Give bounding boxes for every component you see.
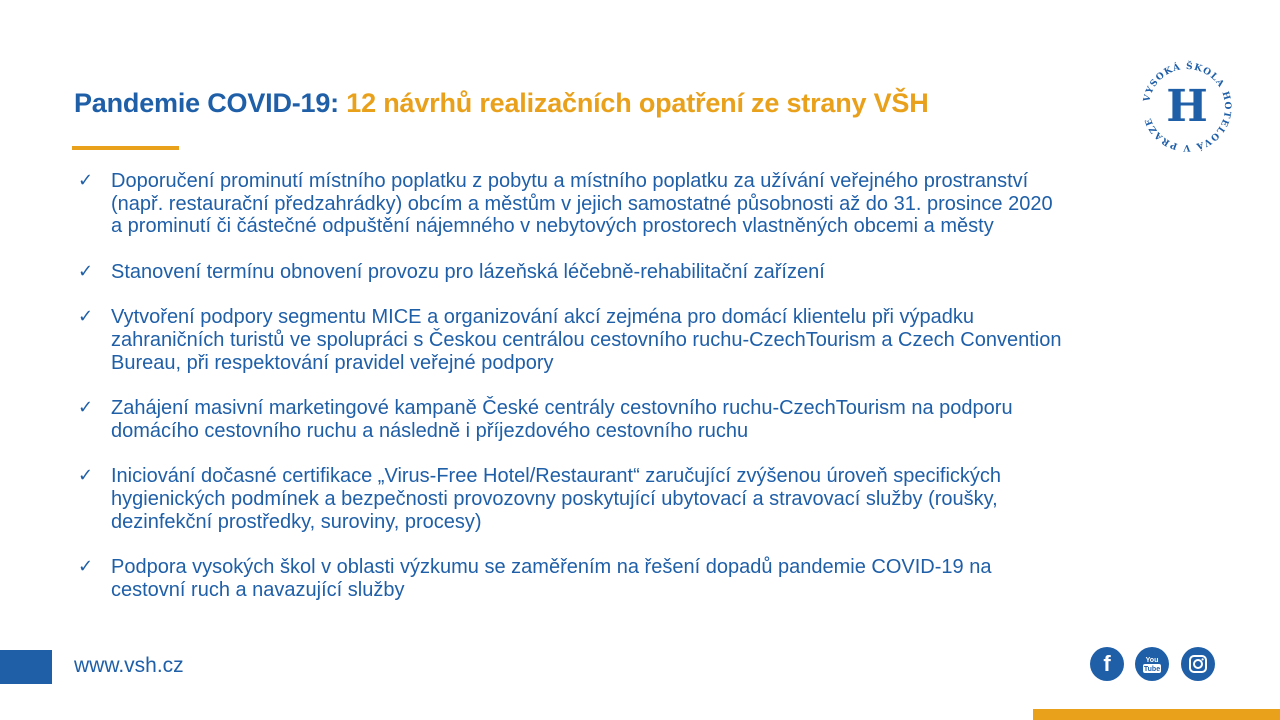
instagram-button[interactable] (1181, 647, 1215, 681)
list-item (78, 306, 1068, 374)
svg-text:Tube: Tube (1143, 666, 1161, 673)
slide-title (74, 88, 929, 119)
facebook-button[interactable] (1090, 647, 1124, 681)
list-item-text: Iniciování dočasné certifikace „Virus-Free Hotel/Restaurant“ zaručující zvýšenou úroveň specifických hygienických podmínek a bezpečnosti provozovny poskytující ubytovací a stravovací služby (roušky, dezinfekční prostředky, suroviny, procesy) (111, 465, 1002, 533)
list-item (78, 261, 1068, 284)
youtube-icon (1141, 653, 1163, 675)
title-main: 12 návrhů realizačních opatření ze strany VŠH (346, 88, 929, 118)
measures-list (78, 170, 1068, 601)
list-item-text: Doporučení prominutí místního poplatku z pobytu a místního poplatku za užívání veřejného prostranství (např. restaurační předzahrádky) obcím a městům v jejich samostatné působnosti až do 31. prosince 2020 a prominutí či částečné odpuštění nájemného v nebytových prostorech vlastněných obcemi a městy (111, 170, 1053, 238)
list-item (78, 397, 1068, 442)
list-item-text: Zahájení masivní marketingové kampaně České centrály cestovního ruchu-CzechTourism na podporu domácího cestovního ruchu a následně i příjezdového cestovního ruchu (111, 397, 1013, 442)
checkmark-icon: ✓ (78, 260, 94, 282)
checkmark-icon: ✓ (78, 170, 94, 191)
footer-accent-bar (0, 650, 52, 684)
instagram-icon (1188, 654, 1208, 674)
list-item (78, 170, 1068, 238)
svg-text:You: You (1145, 657, 1159, 664)
list-item-text: Podpora vysokých škol v oblasti výzkumu se zaměřením na řešení dopadů pandemie COVID-19 na cestovní ruch a navazující služby (111, 556, 992, 601)
title-prefix: Pandemie COVID-19: (74, 88, 339, 118)
list-item-text: Vytvoření podpory segmentu MICE a organizování akcí zejména pro domácí klientelu při výpadku zahraničních turistů ve spolupráci s Českou centrálou cestovního ruchu-CzechTourism a Czech Convention Bureau, při respektování pravidel veřejné podpory (111, 306, 1062, 374)
facebook-icon: f (1103, 651, 1111, 676)
logo-ring-text: VYSOKÁ ŠKOLA HOTELOVÁ V PRAZE (1142, 61, 1233, 153)
checkmark-icon: ✓ (78, 556, 94, 578)
youtube-button[interactable] (1135, 647, 1169, 681)
checkmark-icon: ✓ (78, 306, 94, 328)
title-underline (72, 146, 179, 150)
website-link[interactable]: www.vsh.cz (74, 654, 184, 677)
list-item-text: Stanovení termínu obnovení provozu pro lázeňská léčebně-rehabilitační zařízení (111, 260, 825, 283)
checkmark-icon: ✓ (78, 397, 94, 419)
footer-orange-bar (1033, 709, 1280, 720)
checkmark-icon: ✓ (78, 465, 94, 487)
list-item (78, 556, 1068, 601)
vsh-logo (1137, 57, 1237, 157)
list-item (78, 465, 1068, 533)
vsh-logo-emblem (1137, 57, 1237, 157)
logo-letter: H (1166, 81, 1208, 132)
